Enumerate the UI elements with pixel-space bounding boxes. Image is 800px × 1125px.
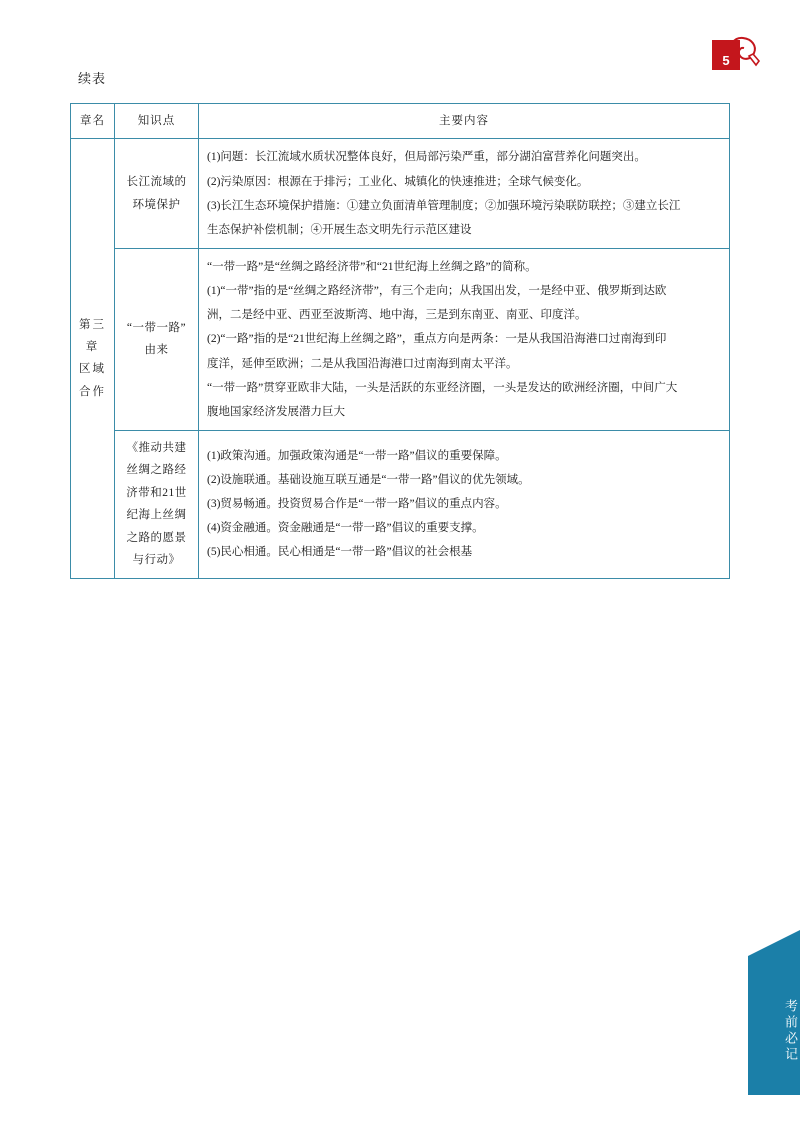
content-line: (3)贸易畅通。投资贸易合作是“一带一路”倡议的重点内容。: [207, 498, 507, 511]
content-line: (5)民心相通。民心相通是“一带一路”倡议的社会根基: [207, 546, 473, 559]
content-cell: [199, 430, 730, 578]
content-line: (2)“一路”指的是“21世纪海上丝绸之路”，重点方向是两条：一是从我国沿海港口过南海到印: [207, 333, 667, 346]
content-line: 度洋，延伸至欧洲；二是从我国沿海港口过南海到南太平洋。: [207, 357, 518, 370]
content-line: (1)政策沟通。加强政策沟通是“一带一路”倡议的重要保障。: [207, 449, 507, 462]
point-line: 与行动》: [132, 554, 181, 567]
content-line: 生态保护补偿机制；④开展生态文明先行示范区建设: [207, 223, 472, 236]
point-line: 纪海上丝绸: [126, 509, 187, 522]
page-number: 5: [712, 40, 740, 70]
chapter-line: 第三章: [79, 318, 106, 354]
content-line: 腹地国家经济发展潜力巨大: [207, 405, 345, 418]
content-line: (2)污染原因：根源在于排污；工业化、城镇化的快速推进；全球气候变化。: [207, 175, 589, 188]
content-cell: [199, 139, 730, 249]
content-line: (4)资金融通。资金融通是“一带一路”倡议的重要支撑。: [207, 522, 484, 535]
knowledge-point-cell: [115, 430, 199, 578]
point-line: “一带一路”: [126, 322, 187, 335]
content-line: (2)设施联通。基础设施互联互通是“一带一路”倡议的优先领域。: [207, 474, 530, 487]
table-row: [71, 430, 730, 578]
paperclip-icon: [726, 34, 766, 68]
point-line: 《推动共建: [126, 441, 187, 454]
content-line: “一带一路”贯穿亚欧非大陆，一头是活跃的东亚经济圈，一头是发达的欧洲经济圈，中间广大: [207, 381, 678, 394]
point-line: 由来: [144, 344, 169, 357]
content-line: (3)长江生态环境保护措施：①建立负面清单管理制度；②加强环境污染联防联控；③建立长江: [207, 199, 681, 212]
knowledge-point-cell: [115, 248, 199, 430]
point-line: 济带和21世: [126, 486, 187, 499]
continued-table-label: 续表: [78, 71, 107, 86]
point-line: 长江流域的: [126, 176, 187, 189]
chapter-line: 区域合作: [79, 363, 106, 398]
side-tab-label: 考前必记: [783, 999, 798, 1063]
point-line: 环境保护: [132, 198, 181, 211]
table-row: [71, 139, 730, 249]
chapter-cell: [71, 139, 115, 578]
content-line: (1)“一带”指的是“丝绸之路经济带”，有三个走向；从我国出发，一是经中亚、俄罗斯到达欧: [207, 285, 667, 298]
column-header-content: 主要内容: [199, 104, 730, 139]
column-header-chapter: 章名: [71, 104, 115, 139]
knowledge-table: [70, 103, 730, 579]
content-cell: [199, 248, 730, 430]
side-tab: [748, 930, 800, 1095]
page-number-marker: [712, 40, 758, 70]
knowledge-table-wrapper: [70, 103, 730, 579]
table-header-row: [71, 104, 730, 139]
column-header-point: 知识点: [115, 104, 199, 139]
content-line: 洲，二是经中亚、西亚至波斯湾、地中海，三是到东南亚、南亚、印度洋。: [207, 309, 587, 322]
content-line: “一带一路”是“丝绸之路经济带”和“21世纪海上丝绸之路”的简称。: [207, 260, 537, 273]
point-line: 之路的愿景: [126, 531, 187, 544]
table-row: [71, 248, 730, 430]
content-line: (1)问题：长江流域水质状况整体良好，但局部污染严重，部分湖泊富营养化问题突出。: [207, 151, 646, 164]
knowledge-point-cell: [115, 139, 199, 249]
point-line: 丝绸之路经: [126, 464, 187, 477]
side-tab-notch: [748, 930, 800, 956]
